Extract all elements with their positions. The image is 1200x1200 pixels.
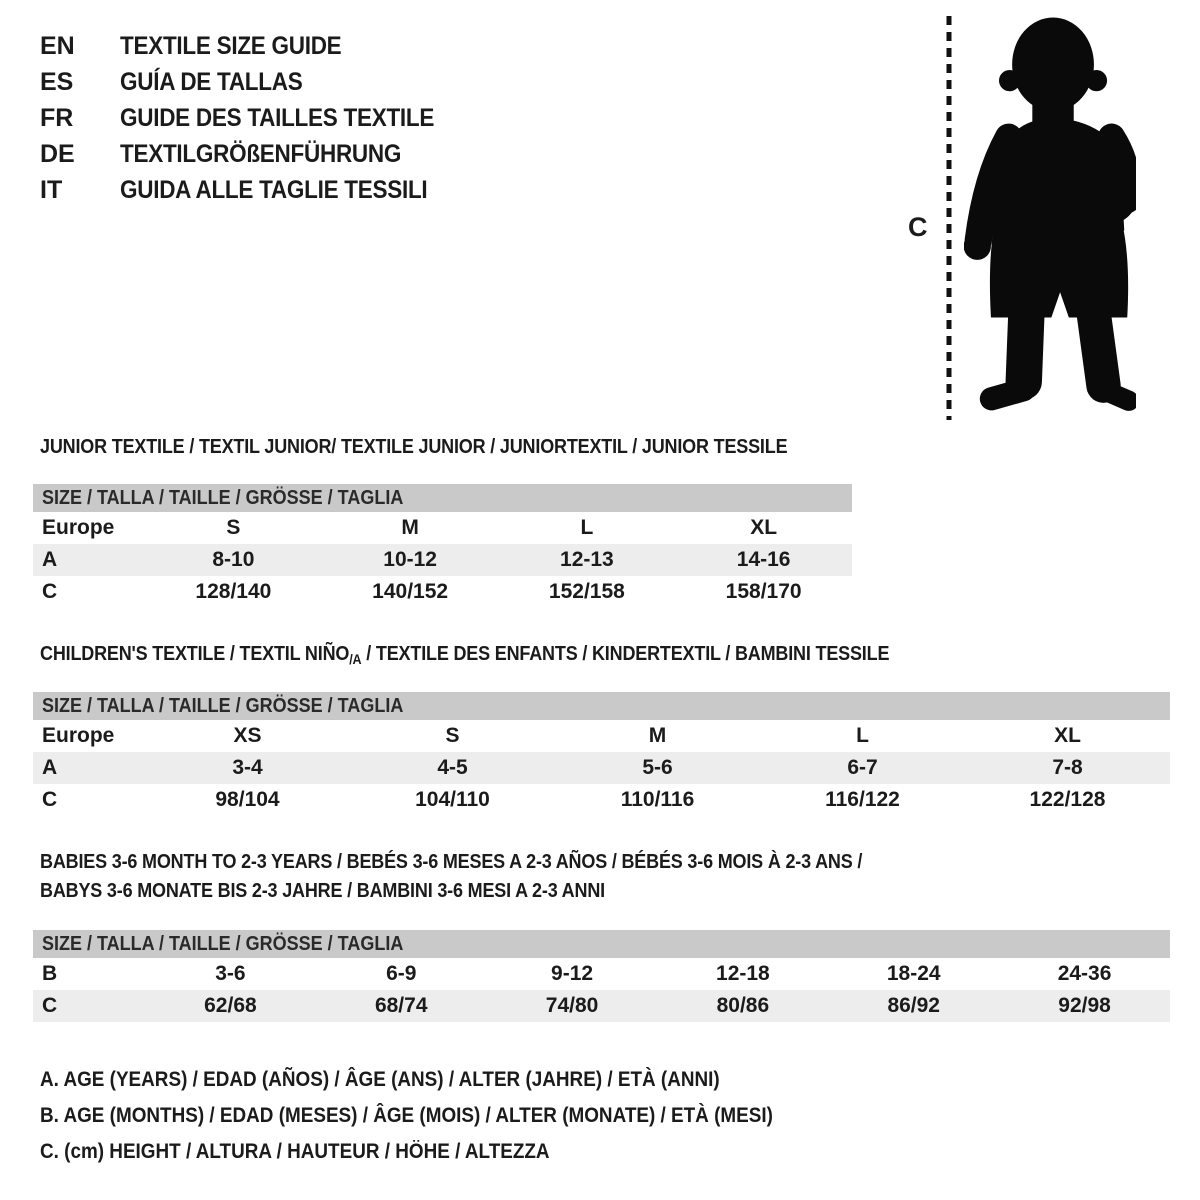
table-cell: 152/158: [548, 580, 625, 603]
table-cell: 7-8: [1052, 756, 1083, 779]
table-cell: 86/92: [887, 994, 940, 1017]
table-row-c: [33, 784, 1170, 816]
table-row-c: [33, 576, 852, 608]
lang-row-it: [40, 172, 469, 208]
row-label: Europe: [42, 724, 115, 747]
table-row-europe: [33, 512, 852, 544]
height-measure-label: C: [908, 212, 928, 242]
table-row-c: [33, 990, 1170, 1022]
lang-row-en: [40, 28, 469, 64]
children-section-title: CHILDREN'S TEXTILE / TEXTIL $NIÑO_{/A}$ / TEXTILE DES ENFANTS / KINDERTEXTIL / BAMBINI TESSILE: [40, 643, 890, 667]
table-cell: 5-6: [642, 756, 673, 779]
table-cell: 116/122: [825, 788, 900, 811]
table-row-a: [33, 544, 852, 576]
table-cell: 110/116: [620, 788, 695, 811]
table-cell: 10-12: [383, 548, 437, 571]
table-cell: S: [445, 724, 460, 747]
table-cell: 12-13: [560, 548, 614, 571]
row-label: A: [42, 548, 58, 571]
table-cell: 6-7: [847, 756, 878, 779]
table-cell: 98/104: [215, 788, 280, 811]
toddler-silhouette-icon: [964, 16, 1136, 420]
table-cell: 24-36: [1057, 962, 1112, 985]
junior-size-table: [33, 484, 852, 608]
table-cell: L: [580, 516, 594, 539]
legend-line-b: B. AGE (MONTHS) / EDAD (MESES) / ÂGE (MOIS) / ALTER (MONATE) / ETÀ (MESI): [40, 1104, 773, 1127]
guide-title-it: GUIDA ALLE TAGLIE TESSILI: [120, 176, 428, 204]
table-cell: 62/68: [204, 994, 257, 1017]
height-measure-dashed-line-icon: [946, 16, 952, 420]
table-cell: XL: [750, 516, 778, 539]
table-cell: 12-18: [716, 962, 770, 985]
table-cell: 6-9: [386, 962, 417, 985]
table-cell: 68/74: [374, 994, 428, 1017]
table-row-europe: [33, 720, 1170, 752]
size-header-bar: SIZE / TALLA / TAILLE / GRÖSSE / TAGLIA: [33, 692, 1170, 720]
lang-code: ES: [40, 68, 74, 96]
table-cell: 140/152: [372, 580, 449, 603]
table-cell: S: [226, 516, 241, 539]
table-cell: 128/140: [195, 580, 272, 603]
lang-row-es: [40, 64, 469, 100]
size-header-bar: SIZE / TALLA / TAILLE / GRÖSSE / TAGLIA: [33, 484, 852, 512]
table-cell: 3-4: [232, 756, 263, 779]
children-size-table: [33, 692, 1170, 816]
table-cell: 80/86: [716, 994, 770, 1017]
lang-row-fr: [40, 100, 469, 136]
legend-line-c: C. (cm) HEIGHT / ALTURA / HAUTEUR / HÖHE / ALTEZZA: [40, 1140, 550, 1163]
row-label: B: [42, 962, 58, 985]
size-header-bar: SIZE / TALLA / TAILLE / GRÖSSE / TAGLIA: [33, 930, 1170, 958]
table-cell: 122/128: [1029, 788, 1106, 811]
junior-section-title: JUNIOR TEXTILE / TEXTIL JUNIOR/ TEXTILE JUNIOR / JUNIORTEXTIL / JUNIOR TESSILE: [40, 436, 788, 458]
table-cell: 8-10: [212, 548, 255, 571]
babies-section-title: BABIES 3-6 MONTH TO 2-3 YEARS / BEBÉS 3-6 MESES A 2-3 AÑOS / BÉBÉS 3-6 MOIS À 2-3 ANS / BABYS 3-6 MONATE BIS 2-3 JAHRE / BAMBINI 3-6 MESI A 2-3 ANNI: [40, 851, 863, 902]
row-label: C: [42, 580, 58, 603]
table-row-b: [33, 958, 1170, 990]
table-cell: XS: [233, 724, 262, 747]
table-row-a: [33, 752, 1170, 784]
lang-code: DE: [40, 140, 75, 168]
row-label: Europe: [42, 516, 115, 539]
title-subscript: /A: [349, 651, 362, 667]
lang-code: EN: [40, 32, 75, 60]
table-cell: 3-6: [215, 962, 246, 985]
table-cell: M: [648, 724, 667, 747]
table-cell: XL: [1054, 724, 1081, 747]
legend-line-a: A. AGE (YEARS) / EDAD (AÑOS) / ÂGE (ANS) / ALTER (JAHRE) / ETÀ (ANNI): [40, 1068, 720, 1091]
table-cell: 4-5: [437, 756, 468, 779]
table-cell: 9-12: [551, 962, 594, 985]
table-cell: 104/110: [415, 788, 490, 811]
guide-title-fr: GUIDE DES TAILLES TEXTILE: [120, 104, 435, 132]
lang-code: IT: [40, 176, 63, 204]
table-cell: 158/170: [725, 580, 802, 603]
row-label: A: [42, 756, 58, 779]
table-cell: 14-16: [736, 548, 791, 571]
table-cell: 18-24: [886, 962, 941, 985]
row-label: C: [42, 788, 58, 811]
babies-size-table: [33, 930, 1170, 1022]
lang-row-de: [40, 136, 469, 172]
table-cell: 74/80: [545, 994, 599, 1017]
guide-title-en: TEXTILE SIZE GUIDE: [120, 32, 342, 60]
lang-code: FR: [40, 104, 74, 132]
row-label: C: [42, 994, 58, 1017]
table-cell: 92/98: [1058, 994, 1111, 1017]
table-cell: M: [401, 516, 419, 539]
measurement-legend: [40, 1062, 854, 1170]
table-cell: L: [856, 724, 869, 747]
guide-title-es: GUÍA DE TALLAS: [120, 68, 303, 96]
guide-title-de: TEXTILGRÖßENFÜHRUNG: [120, 140, 402, 168]
language-title-list: [40, 28, 469, 208]
